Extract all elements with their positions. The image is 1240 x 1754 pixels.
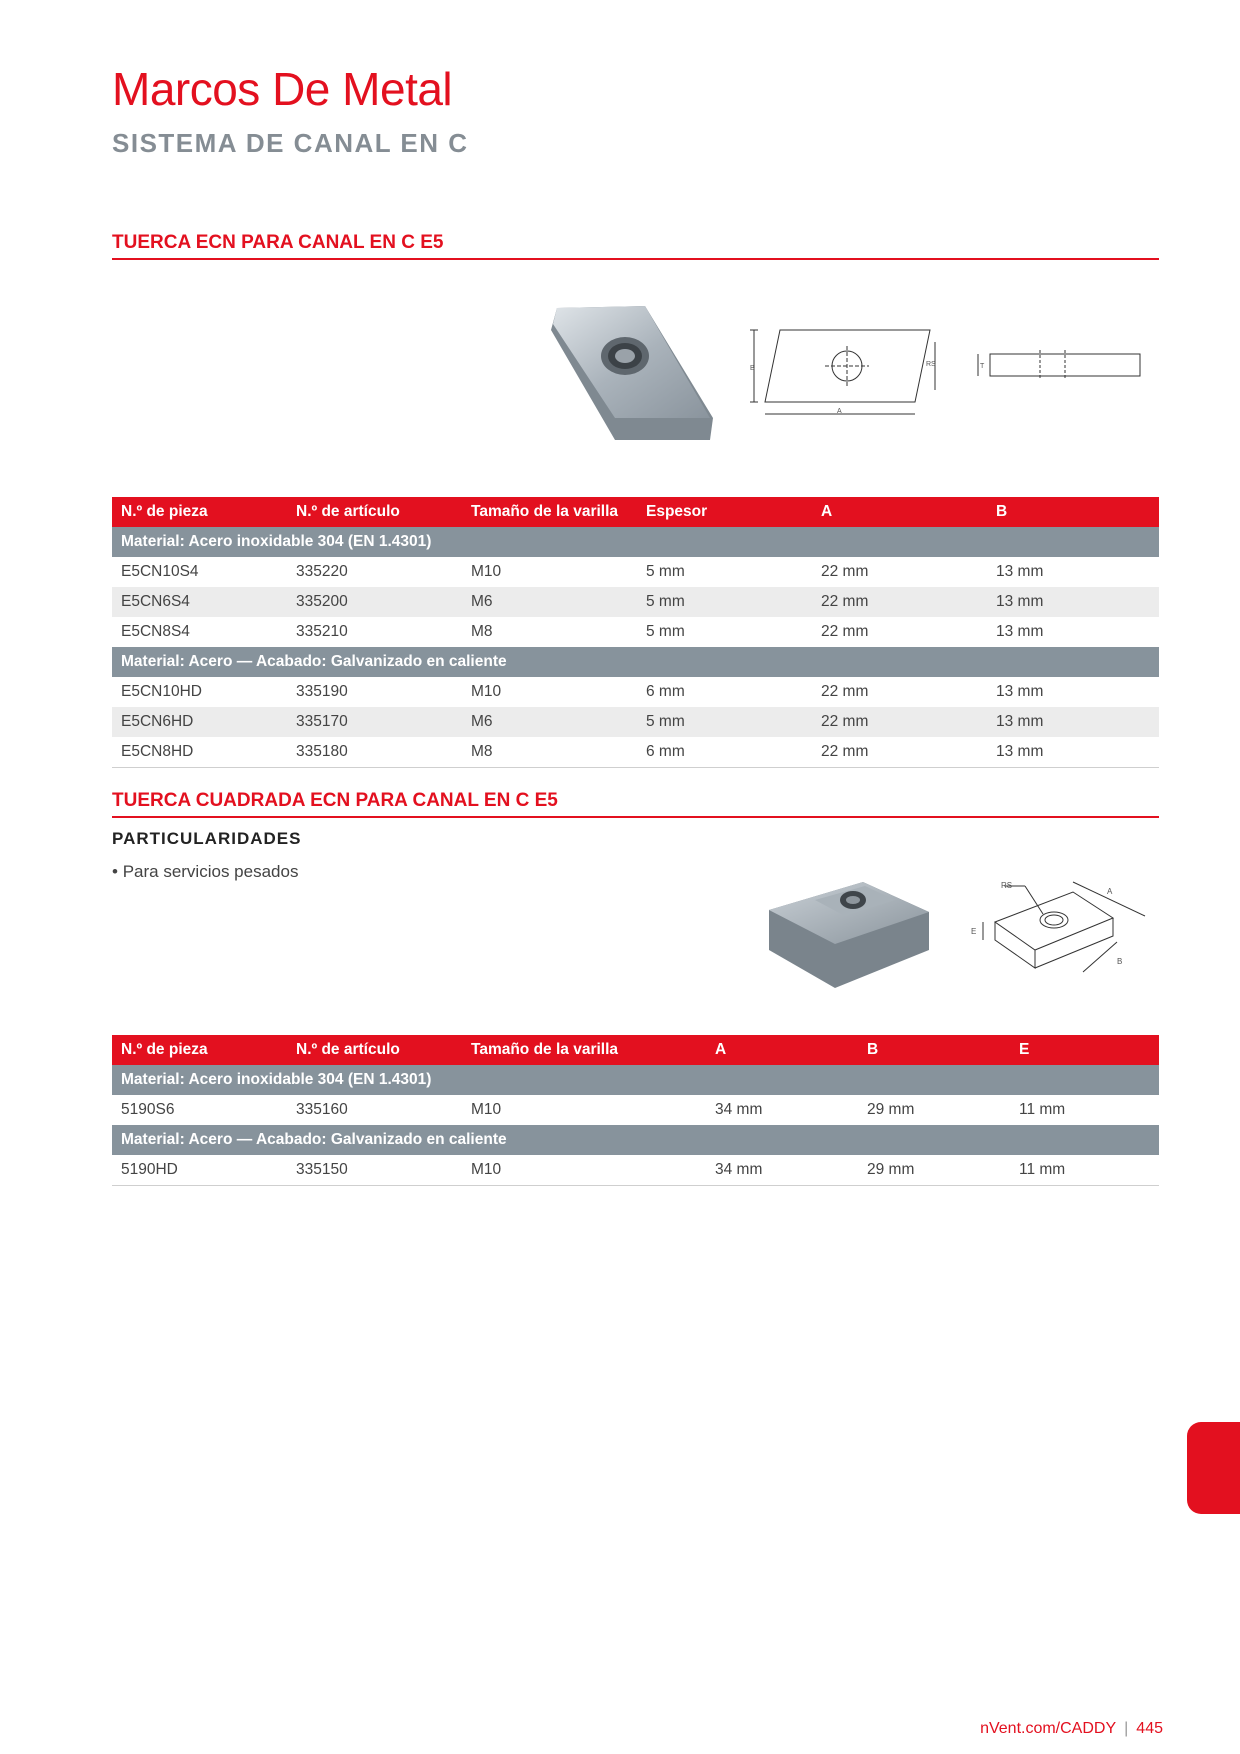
section1-heading: TUERCA ECN PARA CANAL EN C E5 bbox=[112, 232, 1159, 260]
table-row bbox=[112, 587, 1159, 617]
cell: E5CN10HD bbox=[121, 683, 202, 700]
cell: 13 mm bbox=[996, 623, 1044, 640]
cell: 13 mm bbox=[987, 707, 1159, 737]
cell: 335150 bbox=[287, 1155, 462, 1186]
cell: 13 mm bbox=[987, 737, 1159, 768]
col-rod-size: Tamaño de la varilla bbox=[462, 497, 637, 527]
table-row bbox=[112, 617, 1159, 647]
cell: 11 mm bbox=[1010, 1155, 1159, 1186]
cell: 6 mm bbox=[637, 737, 812, 768]
cell: M8 bbox=[471, 623, 493, 640]
table-header-row bbox=[112, 497, 1159, 527]
cell: 335180 bbox=[287, 737, 462, 768]
cell: 5 mm bbox=[646, 563, 685, 580]
col-article-number: N.º de artículo bbox=[287, 497, 462, 527]
drawing1-label-rs: RS bbox=[926, 361, 936, 368]
cell: M10 bbox=[471, 683, 502, 700]
col-b: B bbox=[987, 497, 1159, 527]
cell: 13 mm bbox=[987, 587, 1159, 617]
material-row bbox=[112, 527, 1159, 557]
cell: M10 bbox=[471, 1101, 502, 1118]
col-e: E bbox=[1010, 1035, 1159, 1065]
col-part-number: N.º de pieza bbox=[112, 497, 287, 527]
drawing1-label-t: T bbox=[980, 363, 985, 370]
cell: E5CN6HD bbox=[112, 707, 287, 737]
drawing1-label-a: A bbox=[837, 408, 842, 415]
ecn-nut-drawing bbox=[750, 322, 1150, 422]
col-thickness: Espesor bbox=[637, 497, 812, 527]
table-row bbox=[112, 677, 1159, 707]
cell: 5 mm bbox=[646, 623, 685, 640]
square-nut-photo bbox=[765, 878, 935, 993]
drawing2-label-rs: RS bbox=[1001, 881, 1013, 890]
cell: E5CN8S4 bbox=[121, 623, 190, 640]
cell: 335170 bbox=[287, 707, 462, 737]
cell: 6 mm bbox=[646, 683, 685, 700]
cell: 335220 bbox=[296, 563, 348, 580]
page-number: 445 bbox=[1136, 1720, 1163, 1737]
cell: 22 mm bbox=[821, 623, 869, 640]
cell: 13 mm bbox=[996, 563, 1044, 580]
cell: 34 mm bbox=[706, 1155, 858, 1186]
ecn-nut-table bbox=[112, 497, 1159, 768]
cell: 5 mm bbox=[637, 707, 812, 737]
feature-text: Para servicios pesados bbox=[122, 862, 299, 881]
cell: 34 mm bbox=[715, 1101, 763, 1118]
footer-website-link[interactable]: nVent.com/CADDY bbox=[980, 1720, 1117, 1737]
cell: 13 mm bbox=[996, 683, 1044, 700]
col-a: A bbox=[812, 497, 987, 527]
table-row bbox=[112, 737, 1159, 768]
section2-heading: TUERCA CUADRADA ECN PARA CANAL EN C E5 bbox=[112, 790, 1159, 818]
table-row bbox=[112, 557, 1159, 587]
cell: 22 mm bbox=[821, 563, 869, 580]
footer-separator: | bbox=[1124, 1720, 1129, 1737]
drawing2-label-e: E bbox=[971, 927, 977, 936]
material-label: Material: Acero inoxidable 304 (EN 1.4301) bbox=[112, 1065, 1159, 1095]
cell: 29 mm bbox=[867, 1101, 915, 1118]
drawing2-label-b: B bbox=[1117, 957, 1123, 966]
cell: 22 mm bbox=[812, 587, 987, 617]
cell: E5CN10S4 bbox=[121, 563, 199, 580]
cell: 335160 bbox=[296, 1101, 348, 1118]
cell: E5CN6S4 bbox=[112, 587, 287, 617]
cell: 335190 bbox=[296, 683, 348, 700]
chapter-tab bbox=[1187, 1422, 1240, 1514]
cell: M6 bbox=[462, 587, 637, 617]
cell: 335210 bbox=[296, 623, 348, 640]
drawing1-label-b: B bbox=[750, 365, 755, 372]
cell: 22 mm bbox=[812, 707, 987, 737]
page-title: Marcos De Metal bbox=[112, 63, 453, 115]
cell: 5 mm bbox=[637, 587, 812, 617]
cell: M6 bbox=[462, 707, 637, 737]
drawing2-label-a: A bbox=[1107, 887, 1113, 896]
material-row bbox=[112, 1125, 1159, 1155]
material-row bbox=[112, 1065, 1159, 1095]
features-heading: PARTICULARIDADES bbox=[112, 829, 302, 848]
cell: M10 bbox=[471, 563, 502, 580]
cell: 5190S6 bbox=[121, 1101, 175, 1118]
feature-item: • Para servicios pesados bbox=[112, 862, 299, 881]
cell: 22 mm bbox=[821, 683, 869, 700]
cell: 22 mm bbox=[812, 737, 987, 768]
cell: 11 mm bbox=[1019, 1101, 1066, 1118]
cell: M10 bbox=[462, 1155, 706, 1186]
ecn-nut-photo bbox=[545, 300, 720, 445]
cell: M8 bbox=[462, 737, 637, 768]
table-row bbox=[112, 1155, 1159, 1186]
features-list bbox=[112, 862, 298, 882]
col-rod-size: Tamaño de la varilla bbox=[462, 1035, 706, 1065]
table-row bbox=[112, 707, 1159, 737]
cell: 29 mm bbox=[858, 1155, 1010, 1186]
cell: 335200 bbox=[287, 587, 462, 617]
col-article-number: N.º de artículo bbox=[287, 1035, 462, 1065]
material-label: Material: Acero — Acabado: Galvanizado en caliente bbox=[112, 1125, 1159, 1155]
col-part-number: N.º de pieza bbox=[112, 1035, 287, 1065]
cell: 5190HD bbox=[112, 1155, 287, 1186]
table-row bbox=[112, 1095, 1159, 1125]
square-nut-table bbox=[112, 1035, 1159, 1186]
square-nut-drawing bbox=[965, 872, 1165, 992]
col-a: A bbox=[706, 1035, 858, 1065]
material-row bbox=[112, 647, 1159, 677]
col-b: B bbox=[858, 1035, 1010, 1065]
material-label: Material: Acero inoxidable 304 (EN 1.4301) bbox=[112, 527, 1159, 557]
page-footer bbox=[980, 1720, 1163, 1738]
table-header-row bbox=[112, 1035, 1159, 1065]
material-label: Material: Acero — Acabado: Galvanizado en caliente bbox=[112, 647, 1159, 677]
cell: E5CN8HD bbox=[112, 737, 287, 768]
page-subtitle: SISTEMA DE CANAL EN C bbox=[112, 128, 469, 158]
